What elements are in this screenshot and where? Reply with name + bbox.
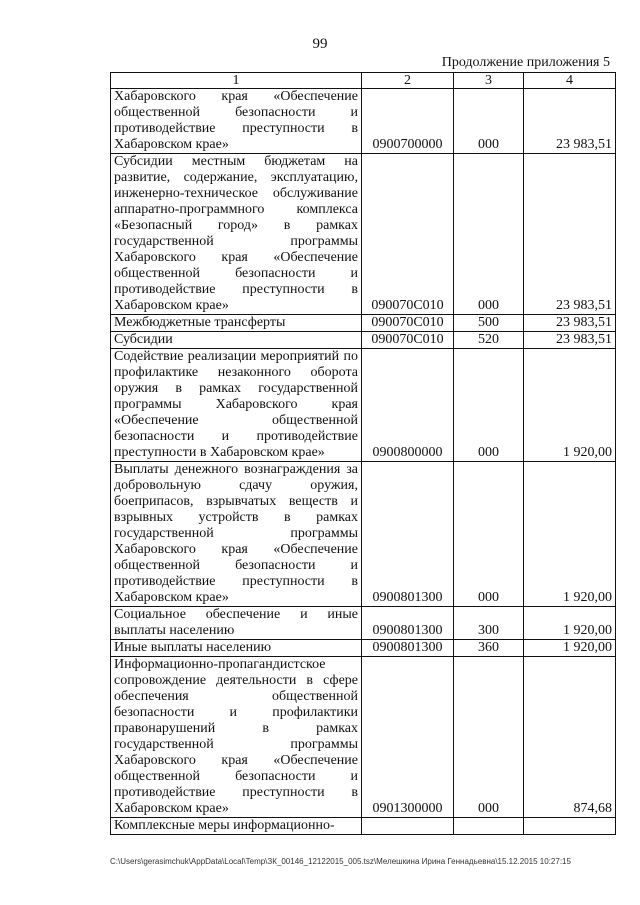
row-target-code: 0900800000 xyxy=(362,349,454,462)
table-row xyxy=(111,332,616,349)
row-amount: 23 983,51 xyxy=(524,315,616,332)
row-target-code: 090070С010 xyxy=(362,315,454,332)
row-description: Межбюджетные трансферты xyxy=(111,315,362,332)
row-description: Хабаровского края «Обеспечение общественной безопасности и противодействие преступности в Хабаровском крае» xyxy=(111,89,362,154)
row-target-code xyxy=(362,818,454,835)
row-expense-type: 520 xyxy=(454,332,524,349)
row-expense-type: 500 xyxy=(454,315,524,332)
table-row xyxy=(111,657,616,818)
row-description: Субсидии местным бюджетам на развитие, содержание, эксплуатацию, инженерно-техническое обслуживание аппаратно-программного комплекса «Безопасный город» в рамках государственной программы Хабаровского края «Обеспечение общественной безопасности и противодействие преступности в Хабаровском крае» xyxy=(111,154,362,315)
row-target-code: 0900700000 xyxy=(362,89,454,154)
row-amount: 1 920,00 xyxy=(524,349,616,462)
row-target-code: 0900801300 xyxy=(362,640,454,657)
table-row xyxy=(111,89,616,154)
row-expense-type xyxy=(454,818,524,835)
row-description: Иные выплаты населению xyxy=(111,640,362,657)
row-description: Субсидии xyxy=(111,332,362,349)
budget-allocation-table xyxy=(110,72,616,835)
table-row xyxy=(111,462,616,607)
row-description: Содействие реализации мероприятий по профилактике незаконного оборота оружия в рамках государственной программы Хабаровского края «Обеспечение общественной безопасности и противодействие преступности в Хабаровском крае» xyxy=(111,349,362,462)
row-target-code: 0901300000 xyxy=(362,657,454,818)
row-expense-type: 300 xyxy=(454,607,524,640)
row-target-code: 090070С010 xyxy=(362,154,454,315)
appendix-continuation-note: Продолжение приложения 5 xyxy=(441,55,610,70)
table-row xyxy=(111,607,616,640)
table-row xyxy=(111,349,616,462)
row-expense-type: 360 xyxy=(454,640,524,657)
row-description: Социальное обеспечение и иные выплаты населению xyxy=(111,607,362,640)
row-amount: 23 983,51 xyxy=(524,332,616,349)
row-amount: 1 920,00 xyxy=(524,462,616,607)
header-col-4: 4 xyxy=(524,73,616,89)
row-amount xyxy=(524,818,616,835)
row-target-code: 090070С010 xyxy=(362,332,454,349)
row-amount: 23 983,51 xyxy=(524,154,616,315)
row-target-code: 0900801300 xyxy=(362,607,454,640)
row-expense-type: 000 xyxy=(454,349,524,462)
row-expense-type: 000 xyxy=(454,657,524,818)
header-col-1: 1 xyxy=(111,73,362,89)
row-description: Информационно-пропагандистское сопровождение деятельности в сфере обеспечения общественной безопасности и профилактики правонарушений в рамках государственной программы Хабаровского края «Обеспечение общественной безопасности и противодействие преступности в Хабаровском крае» xyxy=(111,657,362,818)
header-col-3: 3 xyxy=(454,73,524,89)
footer-file-path: C:\Users\gerasimchuk\AppData\Local\Temp\ЗК_00146_12122015_005.tsz\Мелешкина Ирина Геннадьевна\15.12.2015 10:27:15 xyxy=(110,857,571,866)
row-description: Выплаты денежного вознаграждения за добровольную сдачу оружия, боеприпасов, взрывчатых веществ и взрывных устройств в рамках государственной программы Хабаровского края «Обеспечение общественной безопасности и противодействие преступности в Хабаровском крае» xyxy=(111,462,362,607)
row-amount: 1 920,00 xyxy=(524,607,616,640)
row-expense-type: 000 xyxy=(454,462,524,607)
row-amount: 874,68 xyxy=(524,657,616,818)
row-amount: 1 920,00 xyxy=(524,640,616,657)
table-header-row xyxy=(111,73,616,89)
table-row xyxy=(111,154,616,315)
row-description: Комплексные меры информационно- xyxy=(111,818,362,835)
table-row xyxy=(111,315,616,332)
table-row xyxy=(111,818,616,835)
header-col-2: 2 xyxy=(362,73,454,89)
table-row xyxy=(111,640,616,657)
row-expense-type: 000 xyxy=(454,154,524,315)
row-target-code: 0900801300 xyxy=(362,462,454,607)
row-expense-type: 000 xyxy=(454,89,524,154)
page-number: 99 xyxy=(312,36,328,52)
row-amount: 23 983,51 xyxy=(524,89,616,154)
